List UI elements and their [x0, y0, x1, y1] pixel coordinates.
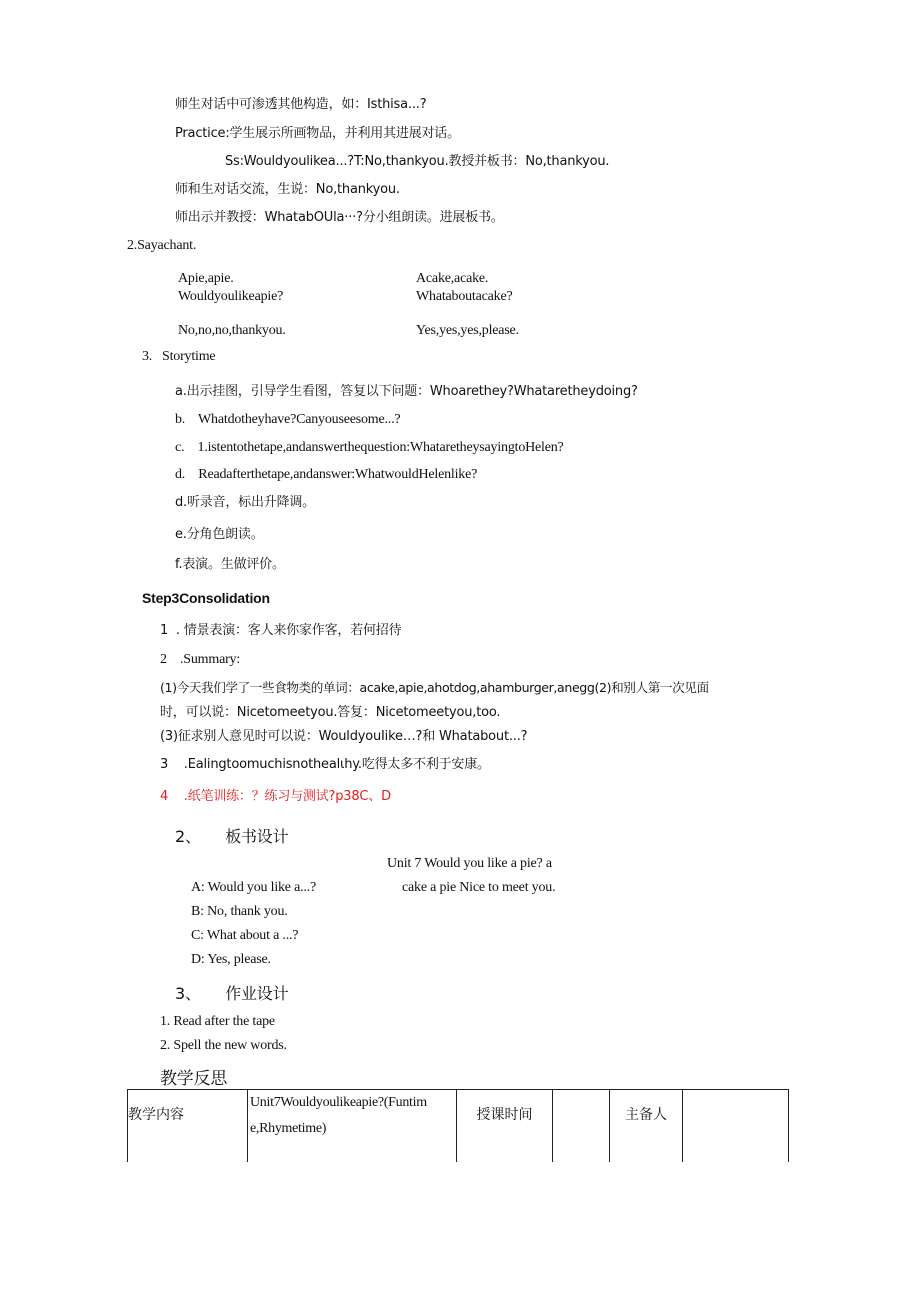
chant-line: Whataboutacake?	[416, 289, 513, 304]
list-item: 1 . 情景表演：客人来你家作客，若何招待	[160, 623, 402, 638]
board-line: C: What about a ...?	[191, 928, 299, 943]
text-line: d. Readafterthetape,andanswer:WhatwouldHelenlike?	[175, 467, 478, 482]
text-line: 师生对话中可渗透其他构造，如：Isthisa...?	[175, 97, 427, 112]
text-line: a.出示挂图，引导学生看图，答复以下问题：Whoarethey?Whataretheydoing?	[175, 384, 638, 399]
section-heading: 教学反思	[160, 1069, 228, 1089]
text-line: 时，可以说：Nicetomeetyou.答复：Nicetomeetyou,too.	[160, 705, 501, 720]
table-cell-label: 教学内容	[128, 1107, 184, 1123]
section-heading: 2.Sayachant.	[127, 238, 197, 253]
chant-line: No,no,no,thankyou.	[178, 323, 286, 338]
table-cell	[683, 1090, 789, 1163]
chant-line: Acake,acake.	[416, 271, 489, 286]
chant-line: Apie,apie.	[178, 271, 234, 286]
text-line: Ss:Wouldyoulikea...?T:No,thankyou.教授并板书：No,thankyou.	[225, 154, 610, 169]
chant-line: Wouldyoulikeapie?	[178, 289, 284, 304]
list-item: 4 .纸笔训练：？练习与测试?p38C、D	[160, 789, 391, 804]
board-line: Unit 7 Would you like a pie? a	[387, 856, 552, 871]
table-cell-text: Unit7Wouldyoulikeapie?(Funtim	[250, 1095, 427, 1110]
text-line: c. 1.istentothetape,andanswerthequestion:WhataretheysayingtoHelen?	[175, 440, 564, 455]
table-row	[128, 1090, 789, 1163]
list-item: 2. Spell the new words.	[160, 1038, 287, 1053]
text-line: (1)今天我们学了一些食物类的单词：acake,apie,ahotdog,ahamburger,anegg(2)和别人第一次见面	[160, 680, 709, 695]
section-heading: 2、 板书设计	[175, 827, 289, 846]
section-heading: 3. Storytime	[142, 349, 216, 364]
text-line: d.听录音，标出升降调。	[175, 495, 315, 510]
text-line: 师和生对话交流，生说：No,thankyou.	[175, 182, 400, 197]
table-cell-label: 授课时间	[476, 1107, 533, 1123]
text-line: (3)征求别人意见时可以说：WouldyouIike…?和 Whatabout...?	[160, 729, 528, 744]
table-cell	[553, 1090, 610, 1163]
board-line: B: No, thank you.	[191, 904, 288, 919]
board-line: cake a pie Nice to meet you.	[402, 880, 556, 895]
table-cell	[128, 1090, 248, 1163]
info-table	[127, 1089, 789, 1162]
table-cell	[248, 1090, 457, 1163]
text-line: e.分角色朗读。	[175, 527, 264, 542]
table-cell-text: e,Rhymetime)	[250, 1121, 327, 1136]
text-line: 师出示并教授：WhatabOUla···?分小组朗读。进展板书。	[175, 210, 504, 225]
list-item: 3 .Ealingtoomuchisnothealιhy.吃得太多不利于安康。	[160, 757, 490, 772]
step-heading: Step3Consolidation	[142, 590, 270, 606]
text-line: Practice:学生展示所画物品，并利用其进展对话。	[175, 126, 460, 141]
list-item: 1. Read after the tape	[160, 1014, 275, 1029]
section-heading: 3、 作业设计	[175, 984, 289, 1003]
chant-line: Yes,yes,yes,please.	[416, 323, 519, 338]
list-item: 2 .Summary:	[160, 652, 241, 667]
board-line: D: Yes, please.	[191, 952, 271, 967]
table-cell-label: 主备人	[625, 1107, 667, 1123]
text-line: b. Whatdotheyhave?Canyouseesome...?	[175, 412, 401, 427]
text-line: f.表演。生做评价。	[175, 557, 285, 572]
board-line: A: Would you like a...?	[191, 880, 317, 895]
table-cell	[457, 1090, 553, 1163]
table-cell	[610, 1090, 683, 1163]
